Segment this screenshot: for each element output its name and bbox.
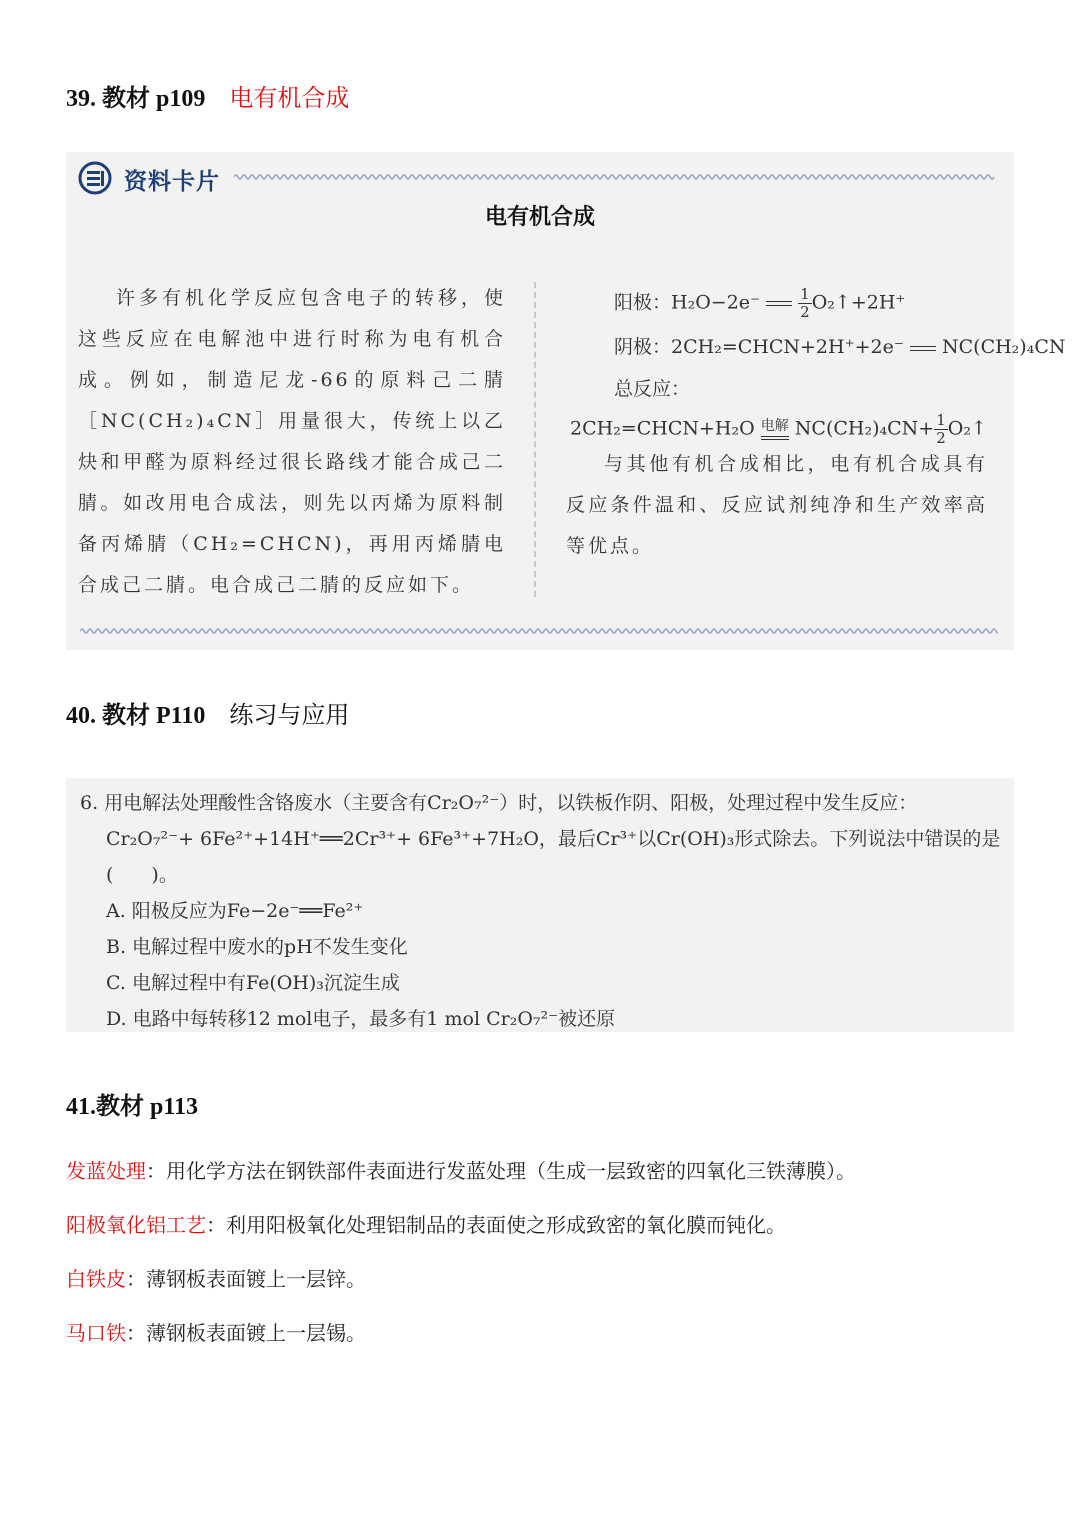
fraction: $\frac{1}{2}$ bbox=[936, 411, 946, 447]
equals-sign bbox=[910, 343, 936, 354]
term-item-galvanized-iron bbox=[66, 1263, 366, 1292]
option-c: C. 电解过程中有Fe(OH)₃沉淀生成 bbox=[106, 972, 400, 994]
card-title: 电有机合成 bbox=[484, 205, 595, 230]
term-item-tinplate bbox=[66, 1317, 366, 1346]
fraction: $\frac{1}{2}$ bbox=[800, 285, 810, 321]
anode-lhs: H₂O−2e⁻ bbox=[671, 291, 761, 314]
option-a: A. 阳极反应为Fe−2e⁻══Fe²⁺ bbox=[106, 900, 364, 922]
section-39-heading bbox=[66, 78, 349, 113]
card-right-paragraph: 与其他有机合成相比，电有机合成具有反应条件温和、反应试剂纯净和生产效率高等优点。 bbox=[566, 453, 988, 557]
term-separator: ： bbox=[126, 1321, 146, 1345]
data-card bbox=[66, 152, 1066, 650]
cathode-rhs: NC(CH₂)₄CN bbox=[942, 336, 1066, 358]
term-description: 用化学方法在钢铁部件表面进行发蓝处理（生成一层致密的四氧化三铁薄膜）。 bbox=[166, 1159, 856, 1183]
section-39-topic: 电有机合成 bbox=[229, 86, 350, 112]
option-b: B. 电解过程中废水的pH不发生变化 bbox=[106, 936, 408, 958]
term-label: 白铁皮 bbox=[66, 1267, 126, 1291]
section-40-heading bbox=[66, 695, 349, 730]
question-box bbox=[66, 778, 1014, 1032]
term-item-anodizing bbox=[66, 1209, 786, 1238]
question-stem-line-3: ( )。 bbox=[106, 864, 178, 886]
question-stem-line-1: 6. 用电解法处理酸性含铬废水（主要含有Cr₂O₇²⁻）时，以铁板作阴、阳极，处理过程中发生反应： bbox=[80, 792, 918, 814]
term-separator: ： bbox=[146, 1159, 166, 1183]
anode-label: 阳极： bbox=[614, 291, 672, 314]
section-40-number: 40. 教材 P110 bbox=[66, 703, 206, 729]
term-label: 发蓝处理 bbox=[66, 1159, 146, 1183]
anode-rhs: O₂↑+2H⁺ bbox=[811, 291, 906, 314]
term-description: 利用阳极氧化处理铝制品的表面使之形成致密的氧化膜而钝化。 bbox=[226, 1213, 786, 1237]
total-lhs: 2CH₂=CHCN+H₂O bbox=[570, 417, 755, 440]
section-41-heading bbox=[66, 1086, 198, 1121]
total-reaction-label: 总反应： bbox=[614, 378, 691, 400]
term-description: 薄钢板表面镀上一层锡。 bbox=[146, 1321, 366, 1345]
total-equation bbox=[570, 412, 987, 447]
document-list-icon bbox=[78, 161, 112, 195]
section-39-number: 39. 教材 p109 bbox=[66, 86, 206, 112]
term-label: 马口铁 bbox=[66, 1321, 126, 1345]
card-left-text bbox=[78, 278, 506, 606]
total-rhs: NC(CH₂)₄CN+ bbox=[794, 417, 935, 440]
term-separator: ： bbox=[126, 1267, 146, 1291]
question-stem-line-2: Cr₂O₇²⁻+ 6Fe²⁺+14H⁺══2Cr³⁺+ 6Fe³⁺+7H₂O，最后Cr³⁺以Cr(OH)₃形式除去。下列说法中错误的是 bbox=[106, 828, 1001, 850]
wave-divider-bottom bbox=[80, 626, 998, 636]
term-description: 薄钢板表面镀上一层锌。 bbox=[146, 1267, 366, 1291]
term-item-bluing bbox=[66, 1155, 856, 1184]
section-40-topic: 练习与应用 bbox=[229, 703, 350, 729]
anode-equation bbox=[614, 286, 905, 321]
option-d: D. 电路中每转移12 mol电子，最多有1 mol Cr₂O₇²⁻被还原 bbox=[106, 1008, 616, 1030]
card-label: 资料卡片 bbox=[124, 169, 220, 195]
wave-divider-top bbox=[234, 172, 996, 182]
column-divider bbox=[534, 282, 536, 597]
section-41-number: 41.教材 p113 bbox=[66, 1094, 199, 1120]
term-separator: ： bbox=[206, 1213, 226, 1237]
cathode-equation bbox=[614, 332, 1066, 359]
cathode-lhs: 2CH₂=CHCN+2H⁺+2e⁻ bbox=[671, 336, 904, 358]
total-end: O₂↑ bbox=[947, 417, 987, 440]
term-label: 阳极氧化铝工艺 bbox=[66, 1213, 206, 1237]
card-left-paragraph: 许多有机化学反应包含电子的转移，使这些反应在电解池中进行时称为电有机合成。例如，制造尼龙-66的原料己二腈［NC(CH₂)₄CN］用量很大，传统上以乙炔和甲醛为原料经过很长路线才能合成己二腈。如改用电合成法，则先以丙烯为原料制备丙烯腈（CH₂=CHCN)，再用丙烯腈电合成己二腈。电合成己二腈的反应如下。 bbox=[78, 287, 506, 596]
electrolysis-arrow: 电解 bbox=[761, 418, 789, 442]
equals-sign bbox=[766, 298, 792, 309]
cathode-label: 阴极： bbox=[614, 336, 672, 358]
